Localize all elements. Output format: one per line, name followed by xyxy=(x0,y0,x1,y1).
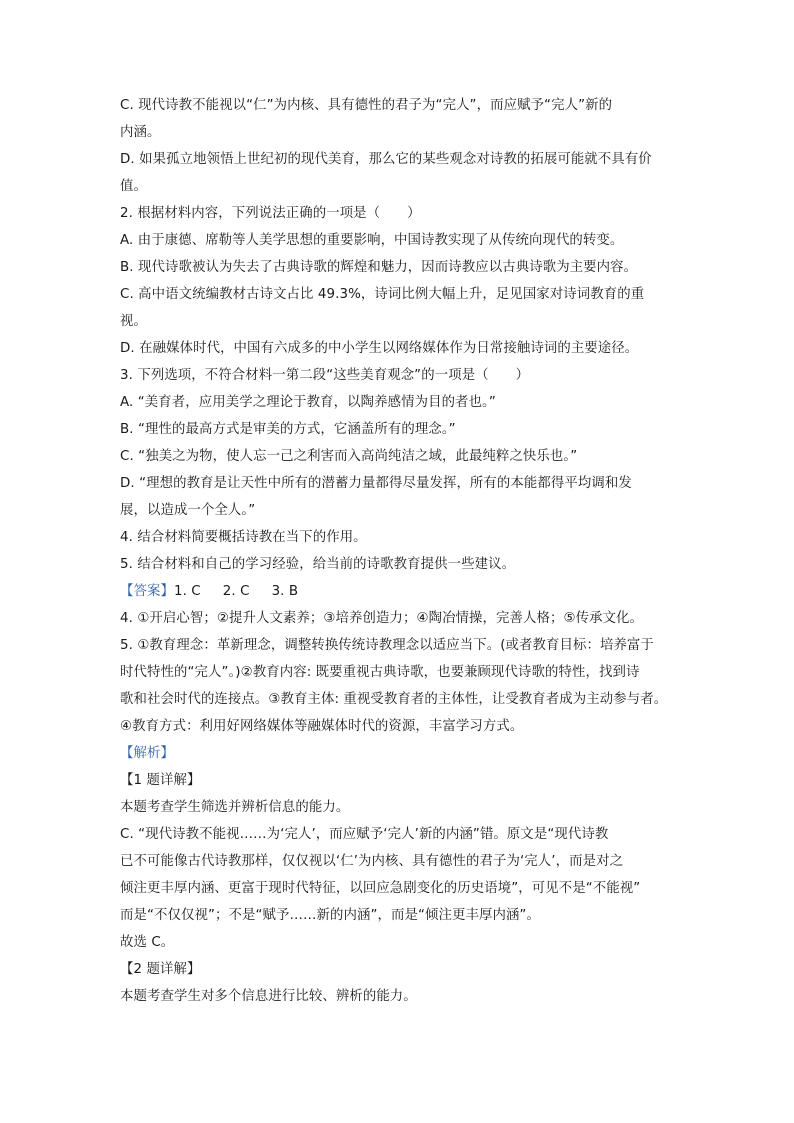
text-line: D. “理想的教育是让天性中所有的潜蓄力量都得尽量发挥，所有的本能都得平均调和发 xyxy=(120,476,632,491)
text-line: 时代特性的“完人”。)②教育内容: 既要重视古典诗歌，也要兼顾现代诗歌的特性，找到诗 xyxy=(120,665,640,680)
text-line: B. 现代诗歌被认为失去了古典诗歌的辉煌和魅力，因而诗教应以古典诗歌为主要内容。 xyxy=(120,260,638,275)
text-line: ④教育方式：利用好网络媒体等融媒体时代的资源，丰富学习方式。 xyxy=(120,719,524,734)
text-line: C. “独美之为物，使人忘一己之利害而入高尚纯洁之域，此最纯粹之快乐也。” xyxy=(120,449,578,464)
text-line: 已不可能像古代诗教那样，仅仅视以‘仁’为内核、具有德性的君子为‘完人’，而是对之 xyxy=(120,854,624,869)
text-line: 4. ①开启心智；②提升人文素养；③培养创造力；④陶冶情操，完善人格；⑤传承文化。 xyxy=(120,611,644,626)
text-line: 本题考查学生筛选并辨析信息的能力。 xyxy=(120,800,350,815)
answer-item: 2. C xyxy=(222,584,250,599)
text-line: 而是“不仅仅视”；不是“赋予……新的内涵”，而是“倾注更丰厚内涵”。 xyxy=(120,908,540,923)
text-line: C. “现代诗教不能视……为‘完人’，而应赋予‘完人’新的内涵”错。原文是“现代诗教 xyxy=(120,827,609,842)
text-line: 4. 结合材料简要概括诗教在当下的作用。 xyxy=(120,530,367,545)
question-block xyxy=(120,92,682,578)
text-line: 歌和社会时代的连接点。③教育主体: 重视受教育者的主体性，让受教育者成为主动参与者。 xyxy=(120,692,668,707)
subsection-heading: 【2 题详解】 xyxy=(120,962,201,977)
answer-item: 1. C xyxy=(173,584,201,599)
answer-block xyxy=(120,578,682,740)
text-line: D. 在融媒体时代，中国有六成多的中小学生以网络媒体作为日常接触诗词的主要途径。 xyxy=(120,341,639,356)
text-line: 值。 xyxy=(120,179,147,194)
text-line: B. “理性的最高方式是审美的方式，它涵盖所有的理念。” xyxy=(120,422,456,437)
text-line: C. 高中语文统编教材古诗文占比 49.3%，诗词比例大幅上升，足见国家对诗词教育的重 xyxy=(120,287,645,302)
text-line: A. “美育者，应用美学之理论于教育，以陶养感情为目的者也。” xyxy=(120,395,496,410)
text-line: 故选 C。 xyxy=(120,935,175,950)
text-line: A. 由于康德、席勒等人美学思想的重要影响，中国诗教实现了从传统向现代的转变。 xyxy=(120,233,624,248)
answer-label: 【答案】 xyxy=(120,584,174,599)
text-line: 倾注更丰厚内涵、更富于现时代特征，以回应急剧变化的历史语境”，可见不是“不能视” xyxy=(120,881,641,896)
text-line: 5. ①教育理念：革新理念，调整转换传统诗教理念以适应当下。(或者教育目标：培养富于 xyxy=(120,638,654,653)
text-line: 本题考查学生对多个信息进行比较、辨析的能力。 xyxy=(120,989,417,1004)
text-line: 展，以造成一个全人。” xyxy=(120,503,256,518)
analysis-block xyxy=(120,740,682,1010)
text-line: D. 如果孤立地领悟上世纪初的现代美育，那么它的某些观念对诗教的拓展可能就不具有价 xyxy=(120,152,652,167)
text-line: 3. 下列选项，不符合材料一第二段“这些美育观念”的一项是（ ） xyxy=(120,368,530,383)
text-line: 内涵。 xyxy=(120,125,161,140)
text-line: C. 现代诗教不能视以“仁”为内核、具有德性的君子为“完人”，而应赋予“完人”新的 xyxy=(120,98,613,113)
analysis-label: 【解析】 xyxy=(120,746,174,761)
text-line: 2. 根据材料内容，下列说法正确的一项是（ ） xyxy=(120,206,421,221)
answer-item: 3. B xyxy=(271,584,299,599)
subsection-heading: 【1 题详解】 xyxy=(120,773,201,788)
text-line: 视。 xyxy=(120,314,147,329)
answer-summary-line xyxy=(120,578,682,605)
text-line: 5. 结合材料和自己的学习经验，给当前的诗歌教育提供一些建议。 xyxy=(120,557,516,572)
